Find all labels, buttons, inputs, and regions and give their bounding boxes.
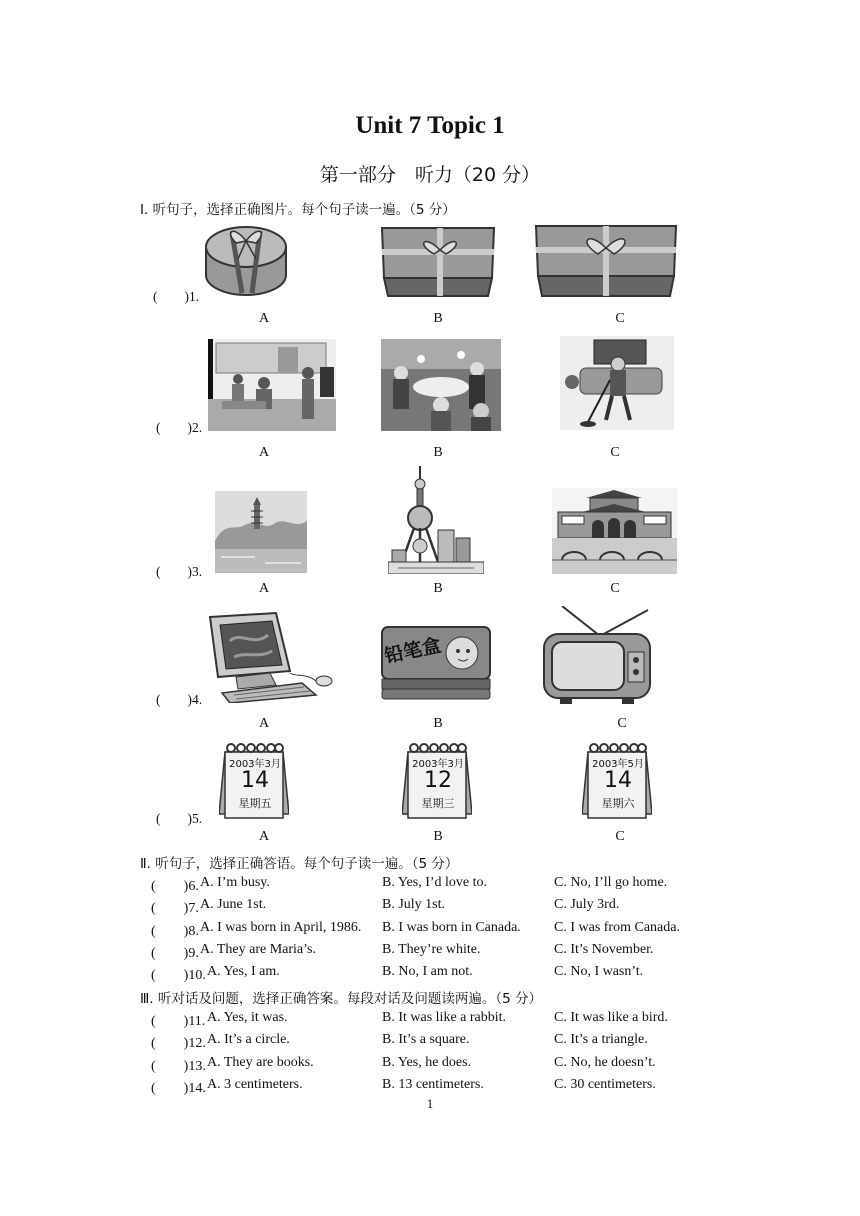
option-a: A. Yes, it was.: [207, 1010, 288, 1025]
question-number: ( )14.: [151, 1081, 206, 1096]
option-c: C. No, I wasn’t.: [554, 964, 644, 979]
option-b: B. I was born in Canada.: [382, 920, 521, 935]
option-b: B. It’s a square.: [382, 1032, 470, 1047]
option-label: B: [433, 716, 443, 731]
option-b: B. July 1st.: [382, 897, 446, 912]
question-number: ( )12.: [151, 1036, 206, 1051]
option-c: C. 30 centimeters.: [554, 1077, 656, 1092]
question-number: ( )9.: [151, 946, 199, 961]
option-label: C: [610, 581, 620, 596]
flat-gift-box-icon: [380, 226, 496, 298]
page-subtitle: 第一部分 听力（20 分）: [319, 164, 541, 186]
option-a: A. They are Maria’s.: [200, 942, 316, 957]
question-number: ( )8.: [151, 924, 199, 939]
calendar-month: 2003年3月: [229, 759, 281, 770]
question-number: ( )7.: [151, 901, 199, 916]
calendar-day: 12: [424, 768, 452, 793]
option-b: B. 13 centimeters.: [382, 1077, 484, 1092]
option-a: A. It’s a circle.: [207, 1032, 290, 1047]
calendar-icon: [402, 740, 472, 820]
pencil-box-text: 铅笔盒: [382, 634, 443, 668]
option-a: A. I’m busy.: [200, 875, 270, 890]
option-c: C. It’s November.: [554, 942, 654, 957]
question-number: ( )13.: [151, 1059, 206, 1074]
party-icon: [381, 339, 501, 431]
tiananmen-icon: [552, 488, 677, 574]
option-b: B. It was like a rabbit.: [382, 1010, 507, 1025]
option-label: C: [610, 445, 620, 460]
option-a: A. I was born in April, 1986.: [200, 920, 362, 935]
calendar-weekday: 星期五: [238, 797, 272, 810]
classroom-icon: [208, 339, 336, 431]
option-label: B: [433, 581, 443, 596]
section3-heading: Ⅲ. 听对话及问题，选择正确答案。每段对话及问题读两遍。（5 分）: [140, 991, 543, 1007]
question-number: ( )4.: [156, 692, 203, 707]
computer-icon: [206, 611, 336, 703]
option-label: A: [258, 829, 270, 844]
vacuuming-icon: [560, 336, 674, 430]
question-number: ( )1.: [153, 289, 200, 304]
option-c: C. No, I’ll go home.: [554, 875, 668, 890]
option-a: A. 3 centimeters.: [207, 1077, 303, 1092]
question-number: ( )3.: [156, 564, 203, 579]
page-number: 1: [426, 1096, 434, 1111]
option-c: C. No, he doesn’t.: [554, 1055, 656, 1070]
option-label: A: [258, 716, 270, 731]
question-number: ( )10.: [151, 968, 206, 983]
round-gift-box-icon: [204, 223, 288, 297]
calendar-icon: [582, 740, 652, 820]
option-label: B: [433, 829, 443, 844]
option-label: C: [617, 716, 627, 731]
section1-heading: Ⅰ. 听句子，选择正确图片。每个句子读一遍。（5 分）: [140, 202, 456, 218]
option-label: A: [258, 445, 270, 460]
option-label: B: [433, 445, 443, 460]
option-label: C: [615, 829, 625, 844]
calendar-day: 14: [241, 768, 269, 793]
question-number: ( )5.: [156, 811, 203, 826]
option-c: C. It’s a triangle.: [554, 1032, 648, 1047]
calendar-weekday: 星期三: [421, 797, 455, 810]
option-label: A: [258, 311, 270, 326]
option-label: C: [615, 311, 625, 326]
page-title: Unit 7 Topic 1: [355, 112, 505, 139]
option-b: B. Yes, I’d love to.: [382, 875, 488, 890]
option-b: B. Yes, he does.: [382, 1055, 472, 1070]
television-icon: [540, 606, 654, 706]
option-a: A. Yes, I am.: [207, 964, 280, 979]
tv-tower-icon: [388, 466, 484, 574]
option-b: B. They’re white.: [382, 942, 481, 957]
calendar-month: 2003年3月: [412, 759, 464, 770]
option-c: C. It was like a bird.: [554, 1010, 668, 1025]
option-a: A. They are books.: [207, 1055, 314, 1070]
option-c: C. July 3rd.: [554, 897, 620, 912]
question-number: ( )11.: [151, 1014, 206, 1029]
option-label: A: [258, 581, 270, 596]
lake-pagoda-icon: [215, 491, 307, 573]
question-number: ( )2.: [156, 420, 203, 435]
option-c: C. I was from Canada.: [554, 920, 680, 935]
long-gift-box-icon: [534, 224, 678, 298]
calendar-month: 2003年5月: [592, 759, 644, 770]
option-a: A. June 1st.: [200, 897, 267, 912]
option-b: B. No, I am not.: [382, 964, 473, 979]
section2-heading: Ⅱ. 听句子，选择正确答语。每个句子读一遍。（5 分）: [140, 856, 459, 872]
question-number: ( )6.: [151, 879, 199, 894]
calendar-day: 14: [604, 768, 632, 793]
calendar-weekday: 星期六: [601, 797, 635, 810]
option-label: B: [433, 311, 443, 326]
calendar-icon: [219, 740, 289, 820]
